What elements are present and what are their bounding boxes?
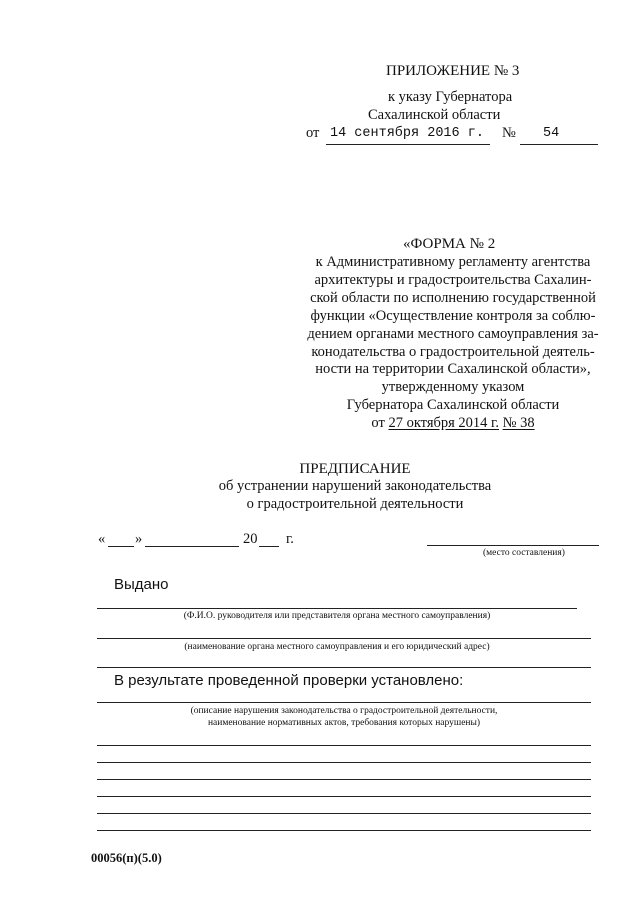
fio-blank [97,608,577,609]
document-title: ПРЕДПИСАНИЕ [299,461,411,477]
date-close-quote: » [135,531,143,547]
date-open-quote: « [98,531,106,547]
org-blank-2 [97,667,591,668]
appendix-line2: Сахалинской области [368,107,501,123]
appendix-line1: к указу Губернатора [388,89,513,105]
form-date-value: 27 октября 2014 г. [388,415,499,432]
appendix-date-prefix: от [306,125,320,141]
appendix-title: ПРИЛОЖЕНИЕ № 3 [386,63,520,79]
form-number-value: № 38 [502,415,535,432]
form-line: Губернатора Сахалинской области [346,397,560,414]
document-subtitle-line2: о градостроительной деятельности [246,496,464,512]
form-line: функции «Осуществление контроля за соблю- [310,307,596,324]
form-line: конодательства о градостроительной деятель- [311,343,595,360]
year-suffix: г. [286,531,294,547]
form-line: дением органами местного самоуправления за- [307,325,599,342]
form-line: архитектуры и градостроительства Сахалин- [314,271,592,288]
result-line [97,745,591,746]
result-line [97,796,591,797]
fio-caption: (Ф.И.О. руководителя или представителя органа местного самоуправления) [183,611,491,621]
month-blank [145,546,239,547]
place-caption: (место составления) [483,548,565,558]
result-label: В результате проведенной проверки установлено: [114,672,464,689]
appendix-number-prefix: № [502,125,516,141]
form-date-prefix: от [371,415,385,432]
form-code: 00056(п)(5.0) [91,851,162,865]
issued-label: Выдано [114,576,169,593]
day-blank [108,546,134,547]
appendix-date-value: 14 сентября 2016 г. [330,126,484,141]
org-caption: (наименование органа местного самоуправления и его юридический адрес) [184,642,490,652]
form-title: «ФОРМА № 2 [403,236,496,252]
form-line: к Административному регламенту агентства [315,254,591,270]
document-subtitle-line1: об устранении нарушений законодательства [218,478,492,494]
result-caption-line1: (описание нарушения законодательства о градостроительной деятельности, [190,706,498,716]
appendix-number-underline [520,144,598,145]
place-blank [427,545,599,546]
org-blank [97,638,591,639]
appendix-date-underline [326,144,490,145]
result-line [97,813,591,814]
result-line [97,830,591,831]
appendix-number-value: 54 [543,126,560,141]
result-caption-line2: наименование нормативных актов, требования которых нарушены) [207,718,481,728]
form-line: ской области по исполнению государственной [310,289,596,306]
result-blank [97,702,591,703]
year-prefix: 20 [243,531,258,547]
form-date-line [298,415,608,433]
year-blank [259,546,279,547]
form-line: ности на территории Сахалинской области», [315,361,591,378]
result-line [97,779,591,780]
result-line [97,762,591,763]
form-text-block [298,254,608,433]
form-line: утвержденному указом [381,379,525,396]
